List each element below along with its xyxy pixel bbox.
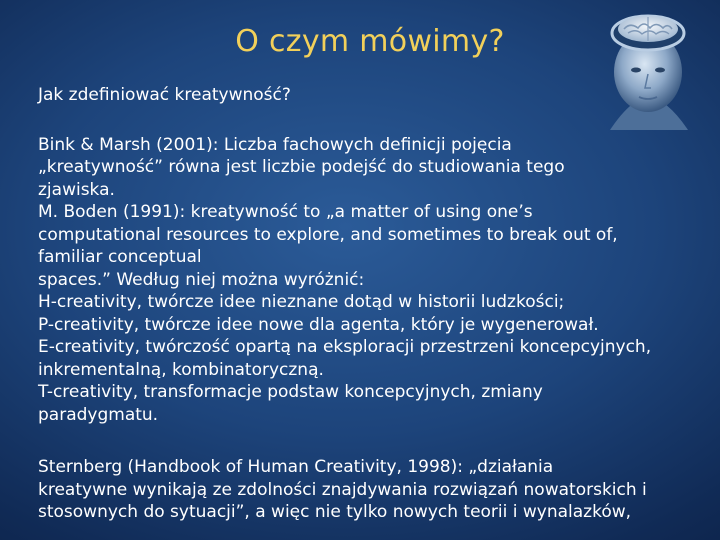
body-line: kreatywne wynikają ze zdolności znajdywania rozwiązań nowatorskich i (38, 479, 647, 500)
body-line: M. Boden (1991): kreatywność to „a matter of using one’s (38, 202, 533, 222)
body-line: E-creativity, twórczość opartą na eksploracji przestrzeni koncepcyjnych, (38, 337, 652, 357)
body-line: paradygmatu. (38, 404, 159, 425)
body-line: stosownych do sytuacji”, a więc nie tylko nowych teorii i wynalazków, (38, 502, 632, 522)
body-line: P-creativity, twórcze idee nowe dla agenta, który je wygenerował. (38, 314, 599, 335)
body-line: Sternberg (Handbook of Human Creativity, 1998): „działania (38, 457, 554, 477)
body-line: spaces.” Według niej można wyróżnić: (38, 269, 365, 290)
body-line: „kreatywność” równa jest liczbie podejść do studiowania tego (38, 157, 565, 177)
body-line: familiar conceptual (38, 247, 202, 267)
body-line: T-creativity, transformacje podstaw koncepcyjnych, zmiany (38, 382, 543, 402)
body-line: Jak zdefiniować kreatywność? (38, 85, 291, 105)
body-line: H-creativity, twórcze idee nieznane dotąd w historii ludzkości; (38, 292, 565, 312)
body-line: inkrementalną, kombinatoryczną. (38, 359, 324, 380)
body-line: Bink & Marsh (2001): Liczba fachowych definicji pojęcia (38, 134, 512, 155)
slide-body (38, 84, 710, 524)
body-line: computational resources to explore, and sometimes to break out of, (38, 224, 618, 245)
body-line: zjawiska. (38, 179, 115, 200)
slide-title: O czym mówimy? (235, 24, 505, 59)
